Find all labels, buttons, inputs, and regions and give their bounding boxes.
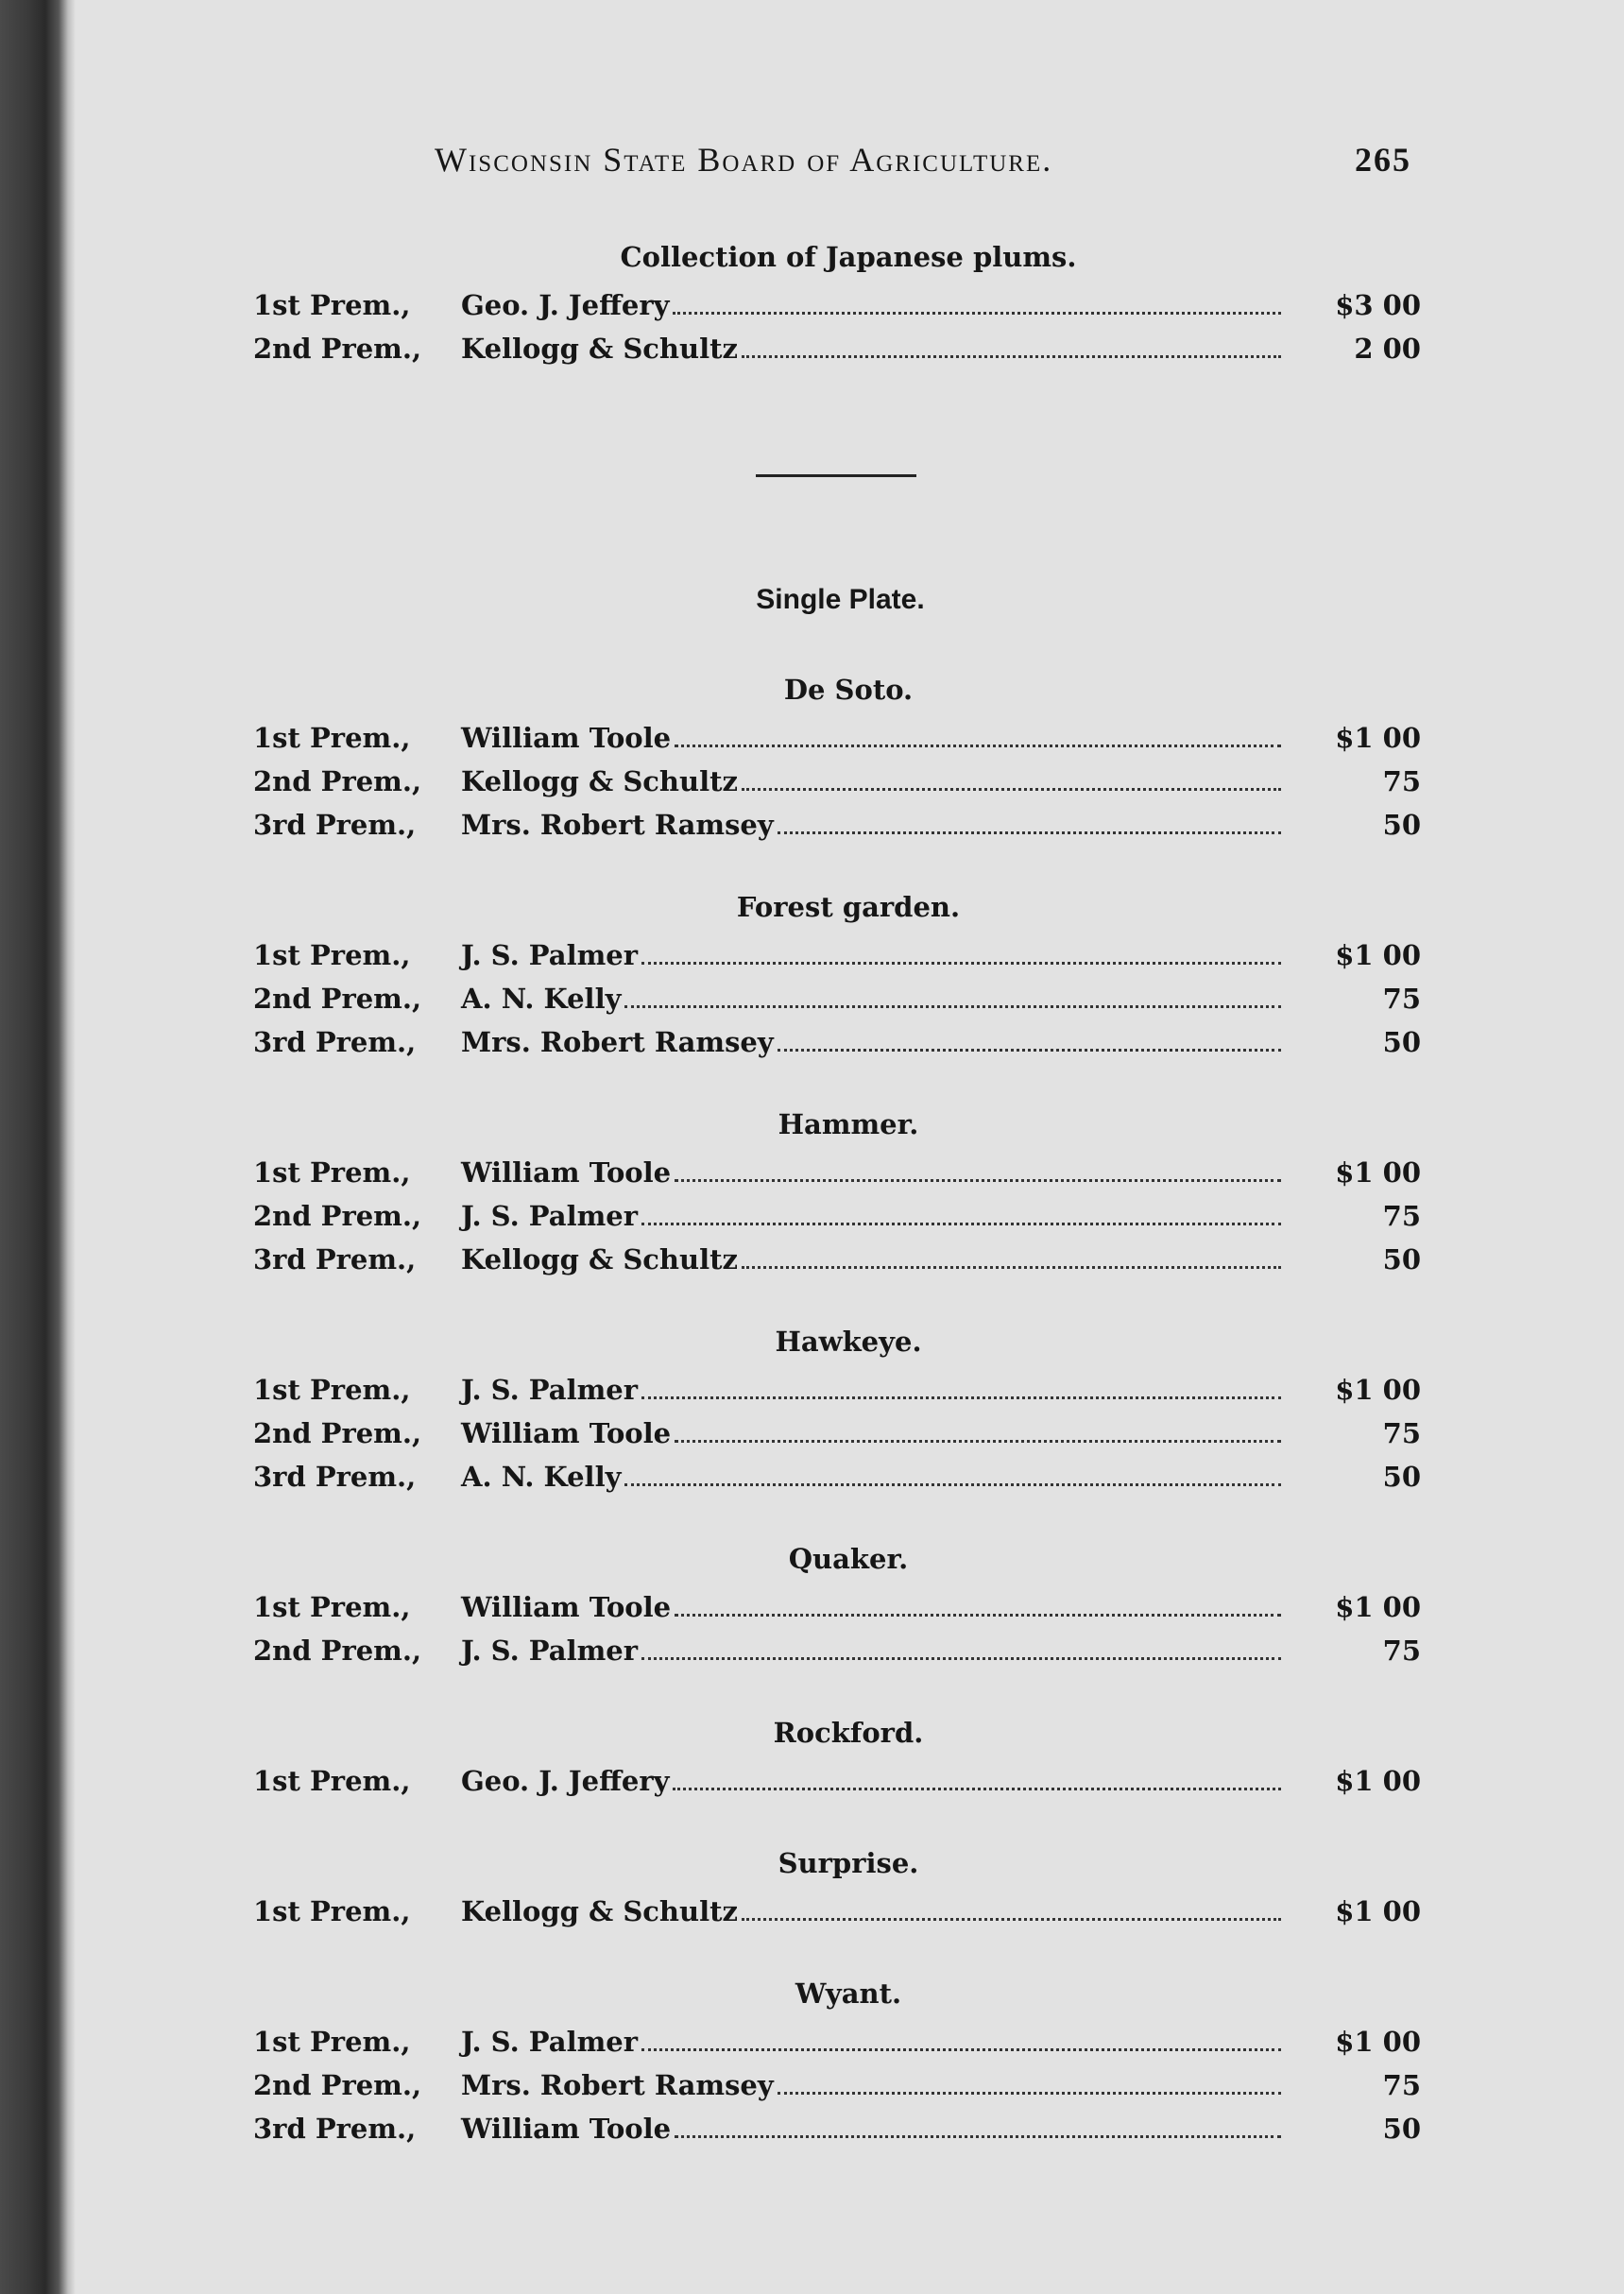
dot-leader: [675, 2135, 1281, 2138]
premium-amount: $1 00: [1335, 1765, 1421, 1797]
premium-row: [253, 1629, 1425, 1672]
dot-leader: [673, 1788, 1281, 1790]
premium-place: 1st Prem.,: [253, 1895, 411, 1927]
winner-name: Geo. J. Jeffery: [461, 1765, 670, 1797]
dot-leader: [742, 1266, 1281, 1269]
dot-leader: [742, 355, 1281, 358]
winner-name: Kellogg & Schultz: [461, 1243, 738, 1275]
premium-row: [253, 1890, 1425, 1933]
premium-section: [253, 1977, 1425, 2150]
premium-amount: $1 00: [1335, 2026, 1421, 2058]
premium-row: [253, 716, 1425, 760]
premium-amount: 75: [1382, 2069, 1421, 2101]
premium-row: [253, 1151, 1425, 1194]
dot-leader: [624, 1005, 1281, 1008]
dot-leader: [673, 312, 1281, 315]
premium-amount: $1 00: [1335, 1591, 1421, 1623]
section-title: Rockford.: [773, 1717, 924, 1749]
premium-amount: 75: [1382, 983, 1421, 1015]
premium-amount: 2 00: [1354, 333, 1421, 365]
premium-row: [253, 977, 1425, 1020]
winner-name: Mrs. Robert Ramsey: [461, 2069, 774, 2101]
dot-leader: [641, 1223, 1281, 1225]
section-heading: Single Plate.: [756, 584, 925, 615]
winner-name: J. S. Palmer: [461, 1635, 639, 1667]
winner-name: Mrs. Robert Ramsey: [461, 1026, 774, 1058]
section-divider-rule: [756, 474, 916, 477]
winner-name: A. N. Kelly: [461, 1461, 622, 1493]
winner-name: William Toole: [461, 1591, 672, 1623]
premium-place: 1st Prem.,: [253, 1765, 411, 1797]
premium-place: 3rd Prem.,: [253, 2113, 417, 2145]
winner-name: Kellogg & Schultz: [461, 1895, 738, 1927]
section-title: Forest garden.: [736, 891, 961, 923]
premium-row: [253, 1194, 1425, 1238]
premium-place: 2nd Prem.,: [253, 2069, 422, 2101]
premium-place: 1st Prem.,: [253, 1591, 411, 1623]
premium-section: [253, 1107, 1425, 1281]
dot-leader: [675, 1440, 1281, 1443]
premium-amount: 75: [1382, 1635, 1421, 1667]
winner-name: William Toole: [461, 2113, 672, 2145]
premium-place: 2nd Prem.,: [253, 1417, 422, 1449]
premium-row: [253, 2063, 1425, 2107]
premium-amount: $1 00: [1335, 1374, 1421, 1406]
section-title: Quaker.: [788, 1543, 909, 1575]
section-title: Collection of Japanese plums.: [620, 241, 1077, 273]
premium-amount: 75: [1382, 1200, 1421, 1232]
premium-place: 1st Prem.,: [253, 1156, 411, 1189]
premium-section: [253, 240, 1425, 370]
premium-section: [253, 1542, 1425, 1672]
premium-row: [253, 2107, 1425, 2150]
premium-row: [253, 1759, 1425, 1803]
premium-amount: $1 00: [1335, 722, 1421, 754]
winner-name: Kellogg & Schultz: [461, 333, 738, 365]
premium-row: [253, 327, 1425, 370]
premium-section: [253, 890, 1425, 1064]
premium-row: [253, 1020, 1425, 1064]
premium-amount: 50: [1382, 1243, 1421, 1275]
winner-name: A. N. Kelly: [461, 983, 622, 1015]
premium-place: 2nd Prem.,: [253, 333, 422, 365]
dot-leader: [675, 1614, 1281, 1617]
premium-amount: 75: [1382, 765, 1421, 797]
dot-leader: [778, 1049, 1281, 1052]
section-title: De Soto.: [783, 674, 914, 706]
dot-leader: [675, 745, 1281, 747]
winner-name: William Toole: [461, 1156, 672, 1189]
premium-row: [253, 1455, 1425, 1498]
premium-row: [253, 933, 1425, 977]
premium-section: [253, 1716, 1425, 1803]
dot-leader: [624, 1483, 1281, 1486]
winner-name: J. S. Palmer: [461, 1200, 639, 1232]
dot-leader: [742, 788, 1281, 791]
premium-section: [253, 1846, 1425, 1933]
section-title: Hawkeye.: [775, 1326, 922, 1358]
dot-leader: [641, 2048, 1281, 2051]
premium-place: 1st Prem.,: [253, 289, 411, 321]
premium-row: [253, 2020, 1425, 2063]
running-header: [435, 140, 1427, 187]
dot-leader: [778, 831, 1281, 834]
premium-section: [253, 1325, 1425, 1498]
premium-amount: 75: [1382, 1417, 1421, 1449]
premium-row: [253, 1238, 1425, 1281]
premium-place: 1st Prem.,: [253, 939, 411, 971]
premium-place: 2nd Prem.,: [253, 765, 422, 797]
section-title: Hammer.: [778, 1108, 919, 1140]
premium-place: 1st Prem.,: [253, 2026, 411, 2058]
section-title: Wyant.: [795, 1977, 902, 2010]
dot-leader: [641, 962, 1281, 965]
dot-leader: [675, 1179, 1281, 1182]
premium-amount: $3 00: [1335, 289, 1421, 321]
premium-row: [253, 1412, 1425, 1455]
premium-row: [253, 803, 1425, 847]
premium-place: 2nd Prem.,: [253, 983, 422, 1015]
premium-row: [253, 760, 1425, 803]
premium-place: 2nd Prem.,: [253, 1200, 422, 1232]
header-title: Wisconsin State Board of Agriculture.: [435, 141, 1053, 179]
dot-leader: [641, 1396, 1281, 1399]
premium-place: 1st Prem.,: [253, 1374, 411, 1406]
premium-amount: 50: [1382, 1026, 1421, 1058]
premium-row: [253, 283, 1425, 327]
premium-place: 3rd Prem.,: [253, 1243, 417, 1275]
dot-leader: [778, 2092, 1281, 2095]
premium-row: [253, 1368, 1425, 1412]
winner-name: J. S. Palmer: [461, 939, 639, 971]
premium-amount: 50: [1382, 809, 1421, 841]
premium-section: [253, 673, 1425, 847]
winner-name: Kellogg & Schultz: [461, 765, 738, 797]
winner-name: Mrs. Robert Ramsey: [461, 809, 774, 841]
winner-name: Geo. J. Jeffery: [461, 289, 670, 321]
winner-name: J. S. Palmer: [461, 2026, 639, 2058]
premium-amount: $1 00: [1335, 1156, 1421, 1189]
section-title: Surprise.: [778, 1847, 919, 1879]
premium-place: 2nd Prem.,: [253, 1635, 422, 1667]
premium-amount: $1 00: [1335, 1895, 1421, 1927]
page-number: 265: [1355, 141, 1411, 179]
premium-place: 1st Prem.,: [253, 722, 411, 754]
premium-place: 3rd Prem.,: [253, 1461, 417, 1493]
premium-place: 3rd Prem.,: [253, 1026, 417, 1058]
dot-leader: [641, 1657, 1281, 1660]
premium-amount: $1 00: [1335, 939, 1421, 971]
premium-row: [253, 1585, 1425, 1629]
premium-amount: 50: [1382, 1461, 1421, 1493]
premium-place: 3rd Prem.,: [253, 809, 417, 841]
dot-leader: [742, 1918, 1281, 1921]
premium-amount: 50: [1382, 2113, 1421, 2145]
winner-name: J. S. Palmer: [461, 1374, 639, 1406]
winner-name: William Toole: [461, 722, 672, 754]
winner-name: William Toole: [461, 1417, 672, 1449]
